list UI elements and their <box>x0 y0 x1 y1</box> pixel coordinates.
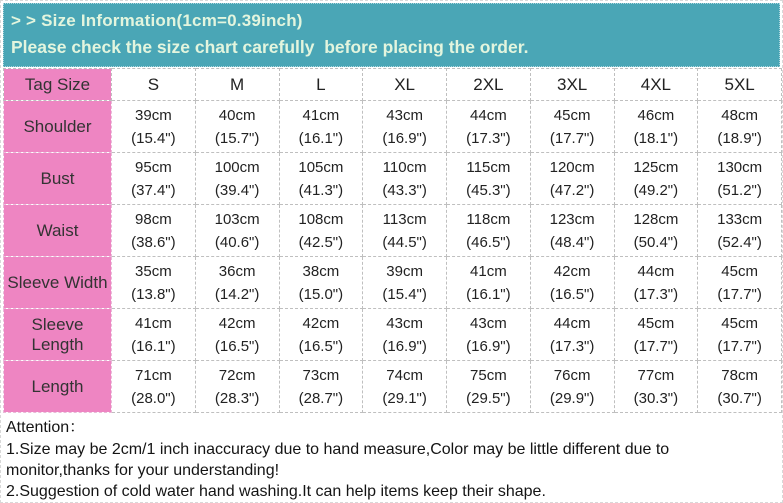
attention-section <box>1 413 782 502</box>
size-cell <box>530 101 614 153</box>
inch-value: (29.5") <box>466 389 511 407</box>
attention-note: 2.Suggestion of cold water hand washing.It can help items keep their shape. <box>6 483 546 501</box>
inch-value: (30.3") <box>633 389 679 407</box>
cm-value: 118cm <box>466 210 511 228</box>
cm-value: 39cm <box>135 106 172 124</box>
size-cell <box>195 153 279 205</box>
size-cell <box>279 101 363 153</box>
cm-value: 42cm <box>218 314 256 332</box>
table-row <box>4 361 782 413</box>
table-row <box>4 153 782 205</box>
size-cell <box>614 153 698 205</box>
cm-value: 42cm <box>553 262 591 280</box>
inch-value: (18.9") <box>717 129 762 147</box>
inch-value: (17.3") <box>466 129 511 147</box>
inch-value: (41.3") <box>298 181 344 199</box>
size-cell <box>447 101 531 153</box>
tag-size-corner-label: Tag Size <box>4 69 112 101</box>
inch-value: (49.2") <box>633 181 679 199</box>
inch-value: (42.5") <box>298 233 344 251</box>
size-cell <box>363 361 447 413</box>
inch-value: (17.7") <box>633 337 679 355</box>
inch-value: (29.1") <box>382 389 427 407</box>
cm-value: 44cm <box>637 262 675 280</box>
inch-value: (17.7") <box>717 285 762 303</box>
inch-value: (44.5") <box>382 233 427 251</box>
inch-value: (39.4") <box>214 181 260 199</box>
cm-value: 41cm <box>470 262 507 280</box>
size-cell <box>614 361 698 413</box>
size-cell <box>279 205 363 257</box>
inch-value: (15.4") <box>131 129 176 147</box>
size-cell <box>363 257 447 309</box>
inch-value: (13.8") <box>131 285 176 303</box>
cm-value: 41cm <box>135 314 172 332</box>
size-column-header: XL <box>363 69 447 101</box>
row-label: Waist <box>4 205 112 257</box>
size-cell <box>363 309 447 361</box>
inch-value: (48.4") <box>549 233 595 251</box>
cm-value: 44cm <box>470 106 507 124</box>
table-row <box>4 309 782 361</box>
cm-value: 48cm <box>721 106 758 124</box>
cm-value: 113cm <box>382 210 427 228</box>
inch-value: (15.4") <box>382 285 427 303</box>
row-label: Bust <box>4 153 112 205</box>
cm-value: 40cm <box>218 106 256 124</box>
cm-value: 75cm <box>470 366 507 384</box>
cm-value: 125cm <box>633 158 679 176</box>
row-label: Sleeve Length <box>4 309 112 361</box>
inch-value: (28.7") <box>298 389 344 407</box>
cm-value: 46cm <box>637 106 675 124</box>
inch-value: (38.6") <box>131 233 176 251</box>
inch-value: (16.9") <box>382 129 427 147</box>
cm-value: 123cm <box>549 210 595 228</box>
table-row <box>4 101 782 153</box>
inch-value: (28.0") <box>131 389 176 407</box>
table-row <box>4 257 782 309</box>
cm-value: 36cm <box>218 262 256 280</box>
cm-value: 45cm <box>553 106 591 124</box>
size-cell <box>698 205 782 257</box>
cm-value: 74cm <box>386 366 423 384</box>
inch-value: (16.1") <box>298 129 344 147</box>
inch-value: (16.9") <box>382 337 427 355</box>
size-cell <box>530 309 614 361</box>
size-cell <box>363 153 447 205</box>
cm-value: 44cm <box>553 314 591 332</box>
size-cell <box>363 205 447 257</box>
cm-value: 128cm <box>633 210 679 228</box>
size-cell <box>195 205 279 257</box>
size-cell <box>530 361 614 413</box>
size-cell <box>530 257 614 309</box>
inch-value: (52.4") <box>717 233 762 251</box>
size-table-header-row <box>4 69 782 101</box>
size-cell <box>279 153 363 205</box>
cm-value: 76cm <box>553 366 591 384</box>
cm-value: 41cm <box>302 106 340 124</box>
size-cell <box>112 153 196 205</box>
inch-value: (15.7") <box>214 129 260 147</box>
size-cell <box>112 205 196 257</box>
size-cell <box>530 153 614 205</box>
size-cell <box>195 101 279 153</box>
row-label: Shoulder <box>4 101 112 153</box>
attention-note: 1.Size may be 2cm/1 inch inaccuracy due to hand measure,Color may be little different due to monitor,thanks for your understanding! <box>6 440 670 479</box>
size-cell <box>279 309 363 361</box>
cm-value: 100cm <box>214 158 260 176</box>
size-cell <box>447 205 531 257</box>
size-cell <box>279 361 363 413</box>
cm-value: 45cm <box>721 262 758 280</box>
cm-value: 105cm <box>298 158 344 176</box>
cm-value: 130cm <box>717 158 763 176</box>
header-banner <box>3 3 780 67</box>
cm-value: 43cm <box>386 314 423 332</box>
cm-value: 103cm <box>214 210 260 228</box>
cm-value: 120cm <box>549 158 595 176</box>
size-column-header: S <box>112 69 196 101</box>
size-cell <box>614 101 698 153</box>
size-cell <box>698 309 782 361</box>
size-cell <box>698 101 782 153</box>
cm-value: 110cm <box>382 158 427 176</box>
size-column-header: M <box>195 69 279 101</box>
inch-value: (46.5") <box>466 233 511 251</box>
size-cell <box>614 257 698 309</box>
page-subtitle: Please check the size chart carefully before placing the order. <box>11 37 529 58</box>
inch-value: (16.5") <box>298 337 344 355</box>
inch-value: (30.7") <box>717 389 762 407</box>
cm-value: 72cm <box>218 366 256 384</box>
inch-value: (17.7") <box>549 129 595 147</box>
inch-value: (50.4") <box>633 233 679 251</box>
size-cell <box>447 153 531 205</box>
inch-value: (47.2") <box>549 181 595 199</box>
inch-value: (29.9") <box>549 389 595 407</box>
cm-value: 133cm <box>717 210 763 228</box>
inch-value: (37.4") <box>131 181 176 199</box>
size-cell <box>195 361 279 413</box>
inch-value: (16.1") <box>466 285 511 303</box>
cm-value: 43cm <box>470 314 507 332</box>
cm-value: 45cm <box>637 314 675 332</box>
inch-value: (17.3") <box>549 337 595 355</box>
inch-value: (40.6") <box>214 233 260 251</box>
size-cell <box>363 101 447 153</box>
cm-value: 35cm <box>135 262 172 280</box>
inch-value: (16.9") <box>466 337 511 355</box>
size-cell <box>112 257 196 309</box>
cm-value: 73cm <box>302 366 340 384</box>
size-cell <box>195 257 279 309</box>
attention-label: Attention： <box>6 419 86 437</box>
row-label: Length <box>4 361 112 413</box>
cm-value: 95cm <box>135 158 172 176</box>
size-column-header: 5XL <box>698 69 782 101</box>
cm-value: 71cm <box>135 366 172 384</box>
size-cell <box>447 361 531 413</box>
size-cell <box>530 205 614 257</box>
row-label: Sleeve Width <box>4 257 112 309</box>
table-row <box>4 205 782 257</box>
attention-notes <box>6 439 776 503</box>
inch-value: (17.3") <box>633 285 679 303</box>
cm-value: 98cm <box>135 210 172 228</box>
inch-value: (17.7") <box>717 337 762 355</box>
size-column-header: 3XL <box>530 69 614 101</box>
inch-value: (16.5") <box>549 285 595 303</box>
size-column-header: L <box>279 69 363 101</box>
size-cell <box>279 257 363 309</box>
size-cell <box>447 257 531 309</box>
size-cell <box>698 257 782 309</box>
cm-value: 78cm <box>721 366 758 384</box>
size-table <box>3 68 782 413</box>
size-column-header: 4XL <box>614 69 698 101</box>
size-cell <box>698 361 782 413</box>
cm-value: 38cm <box>302 262 340 280</box>
inch-value: (15.0") <box>298 285 344 303</box>
inch-value: (43.3") <box>382 181 427 199</box>
inch-value: (16.5") <box>214 337 260 355</box>
cm-value: 108cm <box>298 210 344 228</box>
cm-value: 42cm <box>302 314 340 332</box>
inch-value: (14.2") <box>214 285 260 303</box>
cm-value: 115cm <box>466 158 511 176</box>
size-cell <box>112 101 196 153</box>
inch-value: (45.3") <box>466 181 511 199</box>
cm-value: 39cm <box>386 262 423 280</box>
size-cell <box>112 309 196 361</box>
inch-value: (51.2") <box>717 181 762 199</box>
inch-value: (28.3") <box>214 389 260 407</box>
inch-value: (16.1") <box>131 337 176 355</box>
size-cell <box>614 309 698 361</box>
cm-value: 45cm <box>721 314 758 332</box>
size-cell <box>447 309 531 361</box>
cm-value: 43cm <box>386 106 423 124</box>
size-cell <box>614 205 698 257</box>
size-cell <box>698 153 782 205</box>
cm-value: 77cm <box>637 366 675 384</box>
inch-value: (18.1") <box>633 129 679 147</box>
size-column-header: 2XL <box>447 69 531 101</box>
page-title: > > Size Information(1cm=0.39inch) <box>11 11 303 30</box>
size-cell <box>112 361 196 413</box>
size-cell <box>195 309 279 361</box>
